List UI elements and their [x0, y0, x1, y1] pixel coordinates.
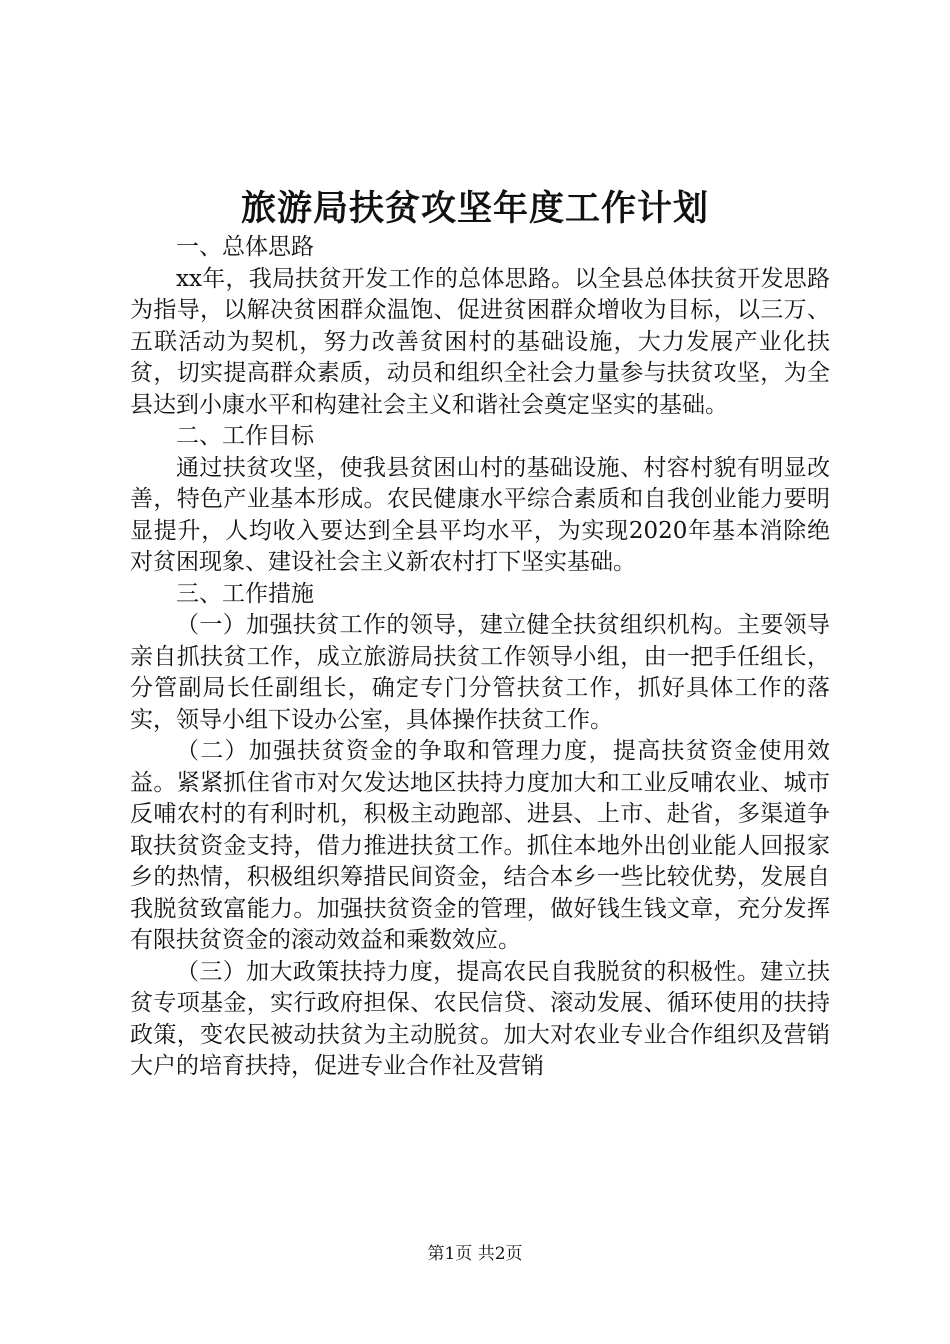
body-paragraph: xx年，我局扶贫开发工作的总体思路。以全县总体扶贫开发思路为指导，以解决贫困群众温饱、促进贫困群众增收为目标，以三万、五联活动为契机，努力改善贫困村的基础设施，大力发展产业化扶贫，切实提高群众素质，动员和组织全社会力量参与扶贫攻坚，为全县达到小康水平和构建社会主义和谐社会奠定坚实的基础。: [130, 265, 830, 418]
body-paragraph: （二）加强扶贫资金的争取和管理力度，提高扶贫资金使用效益。紧紧抓住省市对欠发达地区扶持力度加大和工业反哺农业、城市反哺农村的有利时机，积极主动跑部、进县、上市、赴省，多渠道争取扶贫资金支持，借力推进扶贫工作。抓住本地外出创业能人回报家乡的热情，积极组织筹措民间资金，结合本乡一些比较优势，发展自我脱贫致富能力。加强扶贫资金的管理，做好钱生钱文章，充分发挥有限扶贫资金的滚动效益和乘数效应。: [130, 738, 830, 953]
page-number-footer: 第1页 共2页: [427, 1244, 523, 1264]
body-paragraph: （一）加强扶贫工作的领导，建立健全扶贫组织机构。主要领导亲自抓扶贫工作，成立旅游局扶贫工作领导小组，由一把手任组长，分管副局长任副组长，确定专门分管扶贫工作，抓好具体工作的落实，领导小组下设办公室，具体操作扶贫工作。: [130, 612, 830, 733]
body-paragraph: （三）加大政策扶持力度，提高农民自我脱贫的积极性。建立扶贫专项基金，实行政府担保、农民信贷、滚动发展、循环使用的扶持政策，变农民被动扶贫为主动脱贫。加大对农业专业合作组织及营销大户的培育扶持，促进专业合作社及营销: [130, 958, 830, 1079]
section-heading: 二、工作目标: [176, 423, 314, 449]
document-body: [130, 232, 830, 1083]
document-title: 旅游局扶贫攻坚年度工作计划: [240, 188, 709, 229]
section-heading: 三、工作措施: [176, 580, 314, 607]
section-heading: 一、总体思路: [176, 234, 314, 260]
body-paragraph: 通过扶贫攻坚，使我县贫困山村的基础设施、村容村貌有明显改善，特色产业基本形成。农民健康水平综合素质和自我创业能力要明显提升，人均收入要达到全县平均水平，为实现2020年基本消除绝对贫困现象、建设社会主义新农村打下坚实基础。: [130, 454, 830, 575]
